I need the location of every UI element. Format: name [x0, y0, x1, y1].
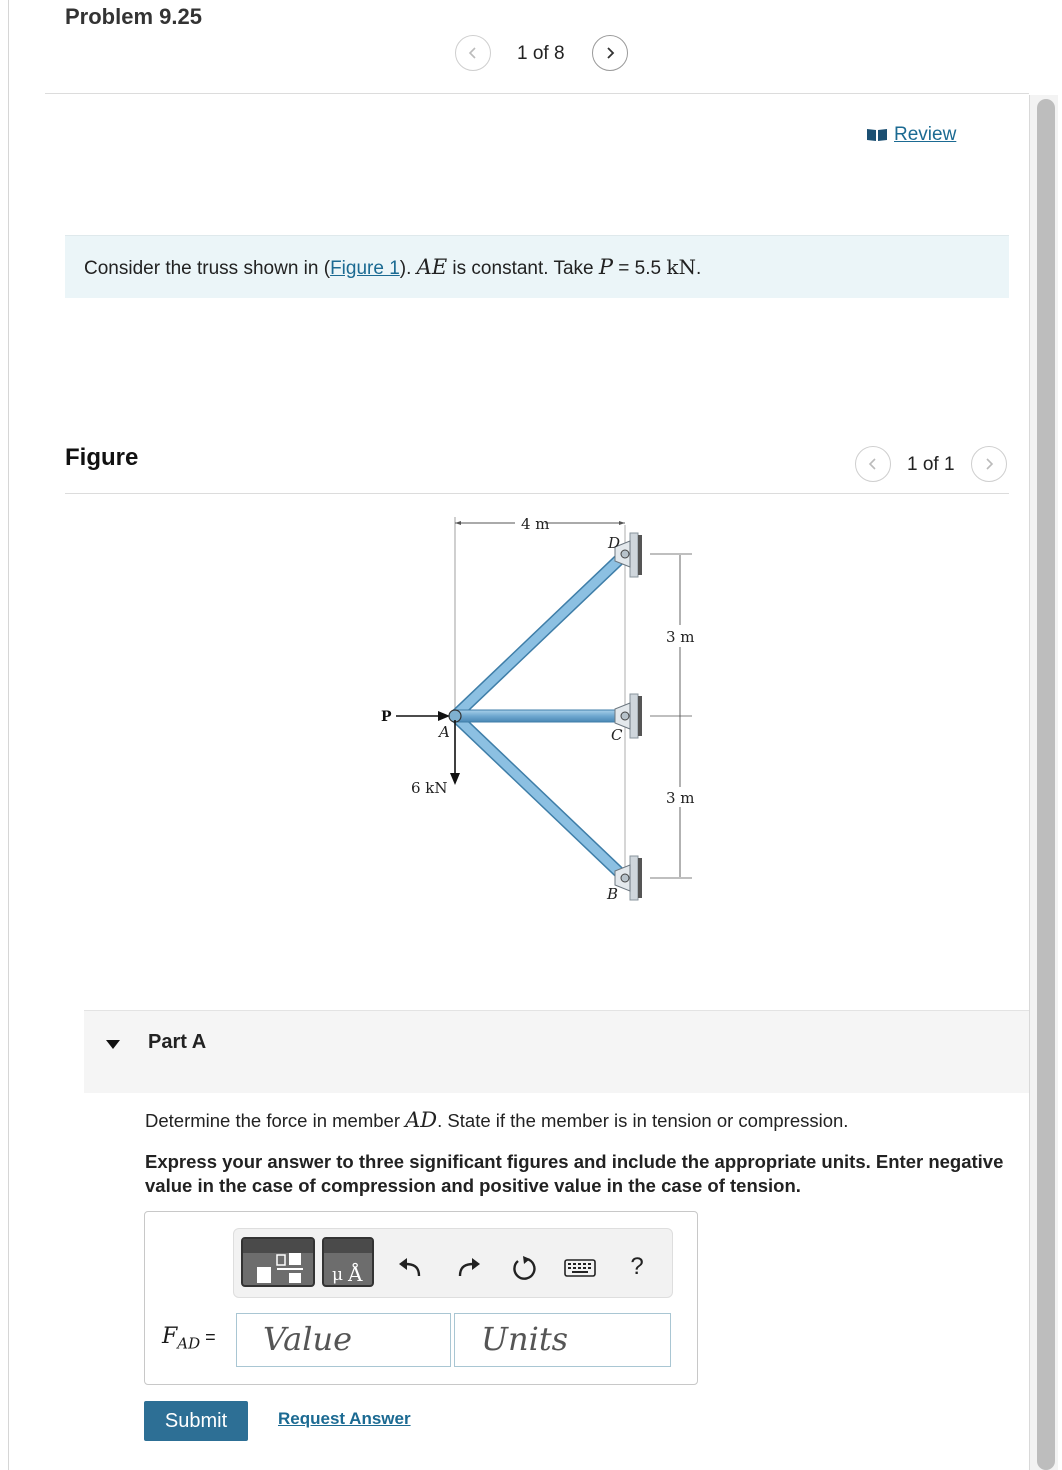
statement-text: . [696, 258, 702, 279]
submit-button[interactable]: Submit [144, 1401, 248, 1441]
figure-divider [65, 493, 1009, 494]
help-button[interactable]: ? [630, 1253, 644, 1280]
svg-text:μ: μ [332, 1265, 344, 1285]
member-ac [455, 710, 625, 722]
part-a-instruction: Express your answer to three significant figures and include the appropriate units. Enter negative value in the case of compression and positive value in the case of tension. [145, 1151, 1004, 1196]
joint-a-label: A [439, 723, 450, 741]
keyboard-button[interactable] [562, 1256, 598, 1280]
redo-icon [456, 1256, 482, 1278]
dimension-arrow [619, 521, 625, 525]
dim-lower-label: 3 m [666, 789, 695, 807]
book-icon [866, 128, 888, 142]
joint-b-label: B [607, 885, 619, 903]
keyboard-icon [564, 1258, 596, 1278]
figure-pager-text: 1 of 1 [907, 454, 955, 475]
units-mu-angstrom-icon [330, 1253, 370, 1285]
part-a-header[interactable] [84, 1010, 1029, 1093]
statement-text: is constant. Take [447, 258, 599, 279]
member-symbol: AD [405, 1108, 438, 1132]
dim-width-label: 4 m [521, 515, 550, 533]
next-problem-button[interactable] [592, 35, 628, 71]
figure-title: Figure [65, 444, 139, 471]
load-p-label: P [381, 709, 392, 725]
support-b [615, 856, 642, 900]
question-text: Determine the force in member [145, 1110, 406, 1131]
page-left-border [8, 0, 9, 1470]
part-a-label[interactable]: Part A [148, 1031, 207, 1053]
problem-title: Problem 9.25 [65, 4, 202, 29]
chevron-right-icon [982, 457, 996, 471]
units-input[interactable] [454, 1313, 671, 1367]
load-6kn-label: 6 kN [411, 779, 448, 797]
fraction-template-icon [253, 1251, 307, 1285]
field-subscript: AD [177, 1334, 201, 1353]
chevron-left-icon [466, 46, 480, 60]
statement-text: = 5.5 [613, 258, 667, 279]
figure-1-link[interactable]: Figure 1 [330, 258, 400, 279]
statement-text: Consider the truss shown in ( [84, 258, 331, 279]
review-link[interactable] [866, 124, 956, 146]
header-divider [45, 93, 1029, 94]
chevron-right-icon [603, 46, 617, 60]
load-p-arrowhead [438, 711, 450, 721]
reset-button[interactable] [508, 1252, 540, 1284]
review-label: Review [894, 124, 957, 145]
redo-button[interactable] [454, 1252, 484, 1282]
joint-c-label: C [611, 726, 623, 744]
answer-field-label [162, 1323, 216, 1352]
truss-figure [360, 505, 720, 915]
previous-problem-button[interactable] [455, 35, 491, 71]
member-ab [455, 716, 625, 878]
load-6kn-arrowhead [450, 773, 460, 785]
field-symbol: F [162, 1324, 178, 1349]
question-text: . State if the member is in tension or compression. [437, 1110, 849, 1131]
value-placeholder: Value [263, 1320, 353, 1358]
svg-text:Å: Å [348, 1262, 363, 1285]
unit-symbol: kN [666, 255, 697, 279]
undo-icon [397, 1256, 423, 1278]
member-ad [455, 554, 625, 716]
caret-down-icon[interactable] [105, 1038, 121, 1050]
part-a-question [145, 1108, 848, 1132]
chevron-left-icon [866, 457, 880, 471]
reset-icon [510, 1254, 538, 1282]
scrollbar-thumb[interactable] [1037, 99, 1055, 1470]
previous-figure-button[interactable] [855, 446, 891, 482]
next-figure-button[interactable] [971, 446, 1007, 482]
dim-upper-label: 3 m [666, 628, 695, 646]
value-input[interactable] [236, 1313, 451, 1367]
units-placeholder: Units [481, 1320, 569, 1358]
joint-d-label: D [608, 534, 621, 552]
statement-text: ). [399, 258, 417, 279]
field-equals: = [200, 1327, 216, 1347]
templates-button[interactable] [241, 1237, 315, 1287]
request-answer-link[interactable]: Request Answer [278, 1409, 411, 1428]
problem-statement [84, 255, 701, 280]
units-button[interactable] [322, 1237, 374, 1287]
p-symbol: P [598, 255, 614, 279]
dimension-arrow [455, 521, 461, 525]
problem-pager-text: 1 of 8 [517, 43, 565, 64]
undo-button[interactable] [395, 1252, 425, 1282]
ae-symbol: AE [416, 255, 448, 279]
